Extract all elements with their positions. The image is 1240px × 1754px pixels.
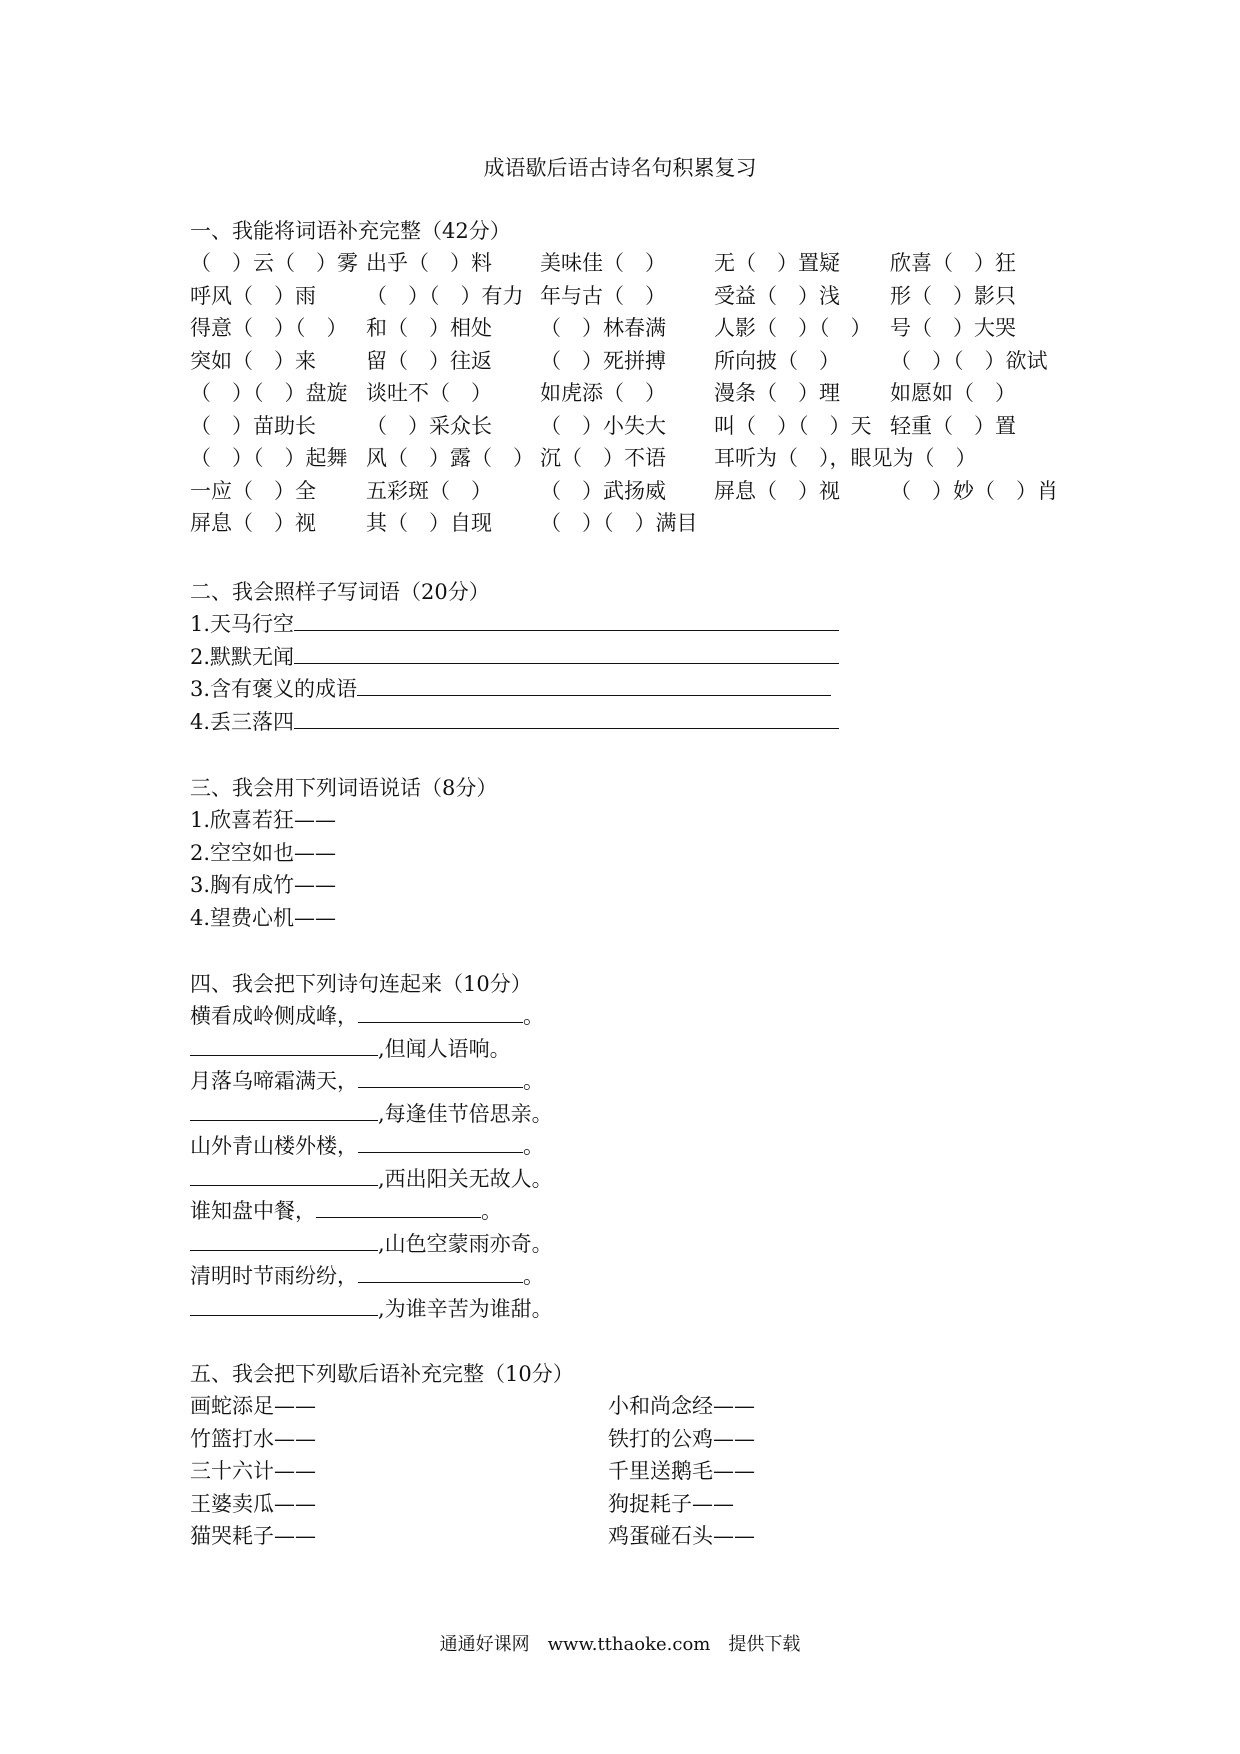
answer-blank[interactable] xyxy=(358,1000,523,1023)
poem-line xyxy=(190,1130,553,1163)
section-heading: 三、我会用下列词语说话（8分） xyxy=(190,776,498,800)
poem-text: 山外青山楼外楼， xyxy=(190,1134,358,1158)
answer-blank[interactable] xyxy=(316,1195,481,1218)
idiom-item: 所向披（ ） xyxy=(714,348,840,373)
idiom-item: 呼风（ ）雨 xyxy=(190,283,316,308)
answer-blank[interactable] xyxy=(190,1098,378,1121)
idiom-item: 五彩斑（ ） xyxy=(366,478,492,503)
idiom-item: （ ）苗助长 xyxy=(190,413,316,438)
list-item: 4.望费心机—— xyxy=(190,905,337,930)
idiom-item: （ ）采众长 xyxy=(366,413,492,438)
idiom-item: 叫（ ）（ ）天 xyxy=(714,413,872,438)
poem-line xyxy=(190,1163,553,1196)
answer-blank[interactable] xyxy=(357,673,831,696)
poem-end-mark: 。 xyxy=(523,1069,544,1093)
idiom-item: 和（ ）相处 xyxy=(366,316,492,340)
list-item: 3.胸有成竹—— xyxy=(190,873,337,897)
section-make-sentences xyxy=(190,772,497,934)
poem-text: 谁知盘中餐， xyxy=(190,1199,316,1223)
idiom-item: 形（ ）影只 xyxy=(890,283,1016,308)
poem-line xyxy=(190,1065,553,1098)
idiom-row xyxy=(190,312,1066,345)
right-column xyxy=(608,1390,888,1553)
idiom-item: （ ）武扬威 xyxy=(540,478,666,503)
list-item xyxy=(190,608,839,641)
idiom-item: （ ）（ ）起舞 xyxy=(190,446,348,470)
xiehouyu-item: 画蛇添足—— xyxy=(190,1394,316,1418)
poem-text: ,但闻人语响。 xyxy=(378,1036,511,1061)
idiom-row xyxy=(190,475,1066,508)
section-heading: 一、我能将词语补充完整（42分） xyxy=(190,219,511,243)
xiehouyu-columns xyxy=(190,1390,888,1553)
footer-credit: 通通好课网 www.tthaoke.com 提供下载 xyxy=(439,1634,801,1655)
xiehouyu-item: 三十六计—— xyxy=(190,1459,316,1483)
idiom-item: 其（ ）自现 xyxy=(366,511,492,535)
section-idiom-fill xyxy=(190,215,1066,540)
poem-line xyxy=(190,1260,553,1293)
idiom-row xyxy=(190,442,1066,475)
idiom-item: 年与古（ ） xyxy=(540,283,666,308)
idiom-item: 如虎添（ ） xyxy=(540,381,666,405)
answer-blank[interactable] xyxy=(190,1228,378,1251)
poem-lines xyxy=(190,1000,553,1325)
idiom-item: 如愿如（ ） xyxy=(890,381,1016,405)
idiom-item: 屏息（ ）视 xyxy=(714,478,840,503)
poem-line xyxy=(190,1000,553,1033)
idiom-item xyxy=(714,507,890,540)
xiehouyu-item: 千里送鹅毛—— xyxy=(608,1459,755,1483)
xiehouyu-item: 竹篮打水—— xyxy=(190,1426,316,1451)
idiom-item: 欣喜（ ）狂 xyxy=(890,251,1016,275)
idiom-item: 美味佳（ ） xyxy=(540,251,666,275)
poem-text: ,每逢佳节倍思亲。 xyxy=(378,1101,553,1126)
xiehouyu-item: 王婆卖瓜—— xyxy=(190,1491,316,1516)
xiehouyu-item: 狗捉耗子—— xyxy=(608,1491,734,1516)
idiom-row xyxy=(190,377,1066,410)
list-item xyxy=(190,673,839,706)
idiom-item xyxy=(890,507,1066,540)
page-title: 成语歇后语古诗名句积累复习 xyxy=(483,156,757,180)
poem-line xyxy=(190,1228,553,1261)
answer-blank[interactable] xyxy=(190,1163,378,1186)
idiom-item: 沉（ ）不语 xyxy=(540,446,666,470)
idiom-item: （ ）林春满 xyxy=(540,316,666,340)
answer-blank[interactable] xyxy=(358,1065,523,1088)
idiom-row xyxy=(190,345,1066,378)
idiom-item: （ ）（ ）有力 xyxy=(366,283,524,308)
poem-text: 清明时节雨纷纷， xyxy=(190,1264,358,1288)
poem-line xyxy=(190,1293,553,1326)
poem-line xyxy=(190,1033,553,1066)
idiom-item: （ ）死拼搏 xyxy=(540,348,666,373)
idiom-item: 出乎（ ）料 xyxy=(366,251,492,275)
idiom-row xyxy=(190,247,1066,280)
idiom-item: 轻重（ ）置 xyxy=(890,413,1016,438)
section-heading: 四、我会把下列诗句连起来（10分） xyxy=(190,972,532,996)
idiom-item: 留（ ）往返 xyxy=(366,348,492,373)
item-label: 1.天马行空 xyxy=(190,612,295,636)
idiom-item: （ ）（ ）盘旋 xyxy=(190,381,348,405)
item-label: 4.丢三落四 xyxy=(190,709,295,734)
section-xiehouyu xyxy=(190,1358,888,1553)
idiom-item: 号（ ）大哭 xyxy=(890,316,1016,340)
poem-text: ,为谁辛苦为谁甜。 xyxy=(378,1296,553,1321)
list-item: 1.欣喜若狂—— xyxy=(190,808,337,832)
section-connect-poems xyxy=(190,968,553,1325)
idiom-item: （ ）（ ）满目 xyxy=(540,511,698,535)
poem-end-mark: 。 xyxy=(523,1264,544,1288)
item-label: 3.含有褒义的成语 xyxy=(190,677,358,701)
idiom-item: 人影（ ）（ ） xyxy=(714,316,872,340)
idiom-item: 耳听为（ ），眼见为（ ） xyxy=(714,446,977,470)
poem-end-mark: 。 xyxy=(523,1004,544,1028)
answer-blank[interactable] xyxy=(294,608,839,631)
answer-blank[interactable] xyxy=(294,706,839,729)
idiom-item: 谈吐不（ ） xyxy=(366,381,492,405)
idiom-item: 无（ ）置疑 xyxy=(714,251,840,275)
list-item xyxy=(190,641,839,674)
idiom-item: （ ）（ ）欲试 xyxy=(890,348,1048,373)
left-column xyxy=(190,1390,608,1553)
poem-text: 月落乌啼霜满天， xyxy=(190,1069,358,1093)
section-heading: 五、我会把下列歇后语补充完整（10分） xyxy=(190,1362,574,1386)
poem-line xyxy=(190,1195,553,1228)
answer-blank[interactable] xyxy=(294,641,839,664)
idiom-item: （ ）妙（ ）肖 xyxy=(890,478,1058,503)
xiehouyu-item: 小和尚念经—— xyxy=(608,1394,755,1418)
idiom-item: 得意（ ）（ ） xyxy=(190,316,348,340)
poem-text: ,西出阳关无故人。 xyxy=(378,1166,553,1191)
xiehouyu-item: 铁打的公鸡—— xyxy=(608,1426,755,1451)
poem-text: 横看成岭侧成峰， xyxy=(190,1004,358,1028)
item-label: 2.默默无闻 xyxy=(190,644,295,669)
xiehouyu-item: 猫哭耗子—— xyxy=(190,1524,316,1548)
list-item xyxy=(190,706,839,739)
answer-blank[interactable] xyxy=(190,1293,378,1316)
idiom-row xyxy=(190,507,1066,540)
list-item: 2.空空如也—— xyxy=(190,840,337,865)
poem-end-mark: 。 xyxy=(523,1134,544,1158)
answer-blank[interactable] xyxy=(358,1260,523,1283)
idiom-item xyxy=(890,442,1066,475)
idiom-item: 一应（ ）全 xyxy=(190,478,316,503)
xiehouyu-item: 鸡蛋碰石头—— xyxy=(608,1524,755,1548)
poem-line xyxy=(190,1098,553,1131)
section-heading: 二、我会照样子写词语（20分） xyxy=(190,580,490,604)
idiom-grid xyxy=(190,247,1066,540)
idiom-row xyxy=(190,410,1066,443)
poem-end-mark: 。 xyxy=(481,1199,502,1223)
idiom-item: （ ）小失大 xyxy=(540,413,666,438)
idiom-item: 受益（ ）浅 xyxy=(714,283,840,308)
answer-blank[interactable] xyxy=(190,1033,378,1056)
idiom-item: 风（ ）露（ ） xyxy=(366,446,534,470)
answer-blank[interactable] xyxy=(358,1130,523,1153)
idiom-item: （ ）云（ ）雾 xyxy=(190,251,358,275)
idiom-item: 突如（ ）来 xyxy=(190,348,316,373)
poem-text: ,山色空蒙雨亦奇。 xyxy=(378,1231,553,1256)
idiom-row xyxy=(190,280,1066,313)
section-write-words xyxy=(190,576,839,738)
idiom-item: 屏息（ ）视 xyxy=(190,511,316,535)
idiom-item: 漫条（ ）理 xyxy=(714,381,840,405)
